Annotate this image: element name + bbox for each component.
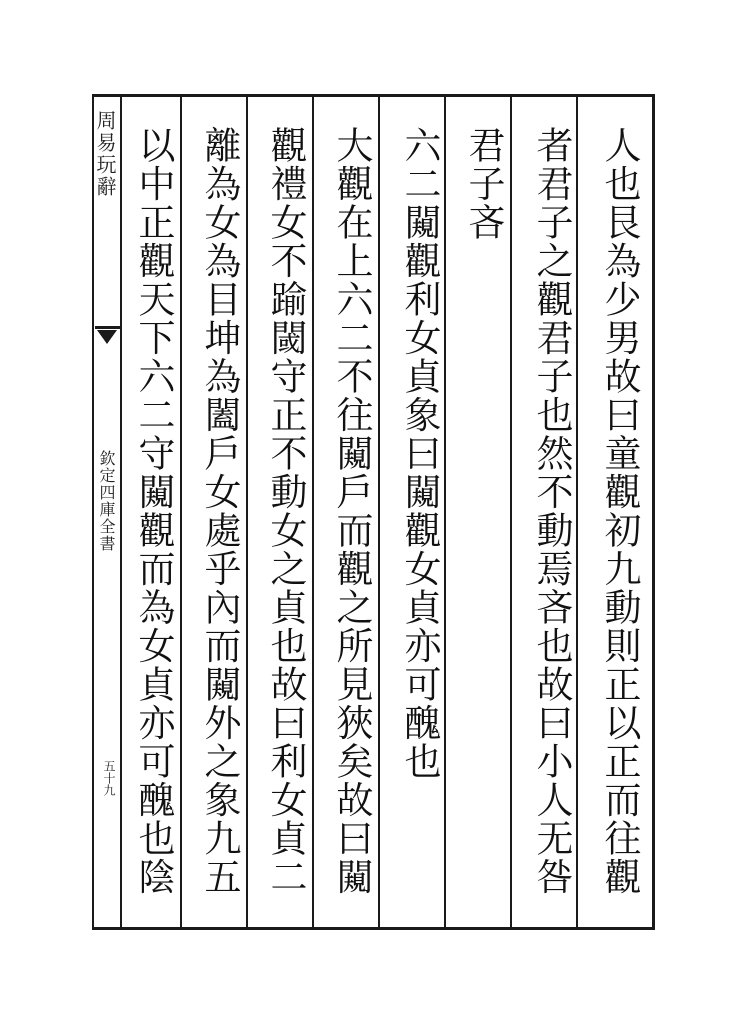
column-divider xyxy=(312,94,314,930)
column-divider xyxy=(576,94,578,930)
text-column-3: 君子吝 xyxy=(462,126,505,242)
fishtail-line xyxy=(95,326,120,329)
text-column-1: 人也艮為少男故曰童觀初九動則正以正而往觀 xyxy=(598,126,641,896)
text-column-2: 者君子之觀君子也然不動焉吝也故曰小人无咎 xyxy=(530,126,573,896)
text-column-7: 離為女為目坤為闔戶女處乎內而闚外之象九五 xyxy=(198,126,241,896)
text-column-8: 以中正觀天下六二守闚觀而為女貞亦可醜也陰 xyxy=(132,126,175,896)
column-divider xyxy=(510,94,512,930)
page-number: 五十九 xyxy=(102,760,116,796)
fishtail-icon xyxy=(97,330,117,344)
column-divider xyxy=(444,94,446,930)
text-column-4: 六二闚觀利女貞象曰闚觀女貞亦可醜也 xyxy=(398,126,441,781)
column-divider xyxy=(180,94,182,930)
column-divider xyxy=(246,94,248,930)
column-divider xyxy=(378,94,380,930)
text-column-5: 大觀在上六二不往闚戶而觀之所見狹矣故曰闚 xyxy=(330,126,373,896)
margin-subtitle: 欽定四庫全書 xyxy=(97,450,116,552)
text-column-6: 觀禮女不踰閾守正不動女之貞也故曰利女貞二 xyxy=(264,126,307,896)
margin-title: 周易玩辭 xyxy=(93,110,117,198)
